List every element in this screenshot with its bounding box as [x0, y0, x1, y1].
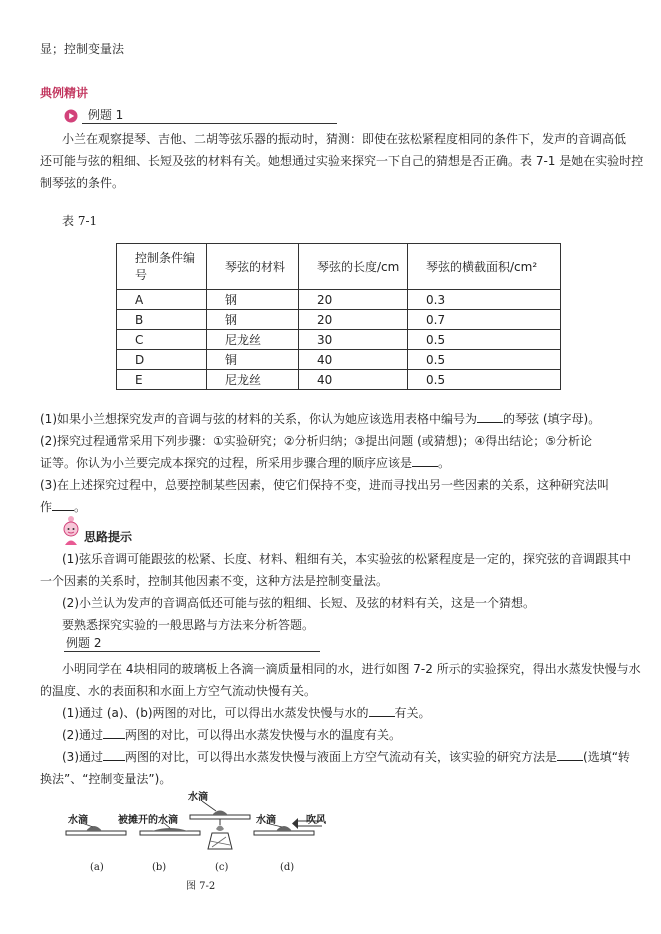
thinking-girl-icon	[62, 514, 80, 546]
table-cell: 钢	[207, 310, 299, 330]
hint-line3: (2)小兰认为发声的音调高低还可能与弦的粗细、长短、及弦的材料有关，这是一个猜想。	[62, 596, 536, 610]
table-cell: 0.3	[408, 290, 561, 310]
example1-question3-line1: (3)在上述探究过程中，总要控制某些因素，使它们保持不变，进而寻找出另一些因素的关系，这种研究法叫	[40, 478, 610, 492]
example1-question2-line2: 证等。你认为小兰要完成本探究的过程，所采用步骤合理的顺序应该是 。	[40, 456, 451, 470]
table-cell: B	[117, 310, 207, 330]
answer-blank[interactable]	[103, 726, 125, 739]
hint-line2: 一个因素的关系时，控制其他因素不变，这种方法是控制变量法。	[40, 574, 389, 588]
table-row	[117, 310, 561, 330]
answer-blank[interactable]	[412, 454, 438, 467]
answer-blank[interactable]	[477, 410, 503, 423]
example1-heading	[64, 106, 123, 124]
hint-line4: 要熟悉探究实验的一般思路与方法来分析答题。	[62, 618, 315, 632]
example1-question2-line1: (2)探究过程通常采用下列步骤：①实验研究；②分析归纳；③提出问题 (或猜想)；④得出结论；⑤分析论	[40, 434, 592, 448]
table-caption: 表 7-1	[62, 214, 98, 228]
answer-blank[interactable]	[52, 498, 74, 511]
section-heading-examples: 典例精讲	[40, 86, 89, 100]
answer-blank[interactable]	[369, 704, 395, 717]
table-cell: 铜	[207, 350, 299, 370]
answer-blank[interactable]	[557, 748, 583, 761]
table-cell: 0.5	[408, 330, 561, 350]
hint-title: 思路提示	[84, 530, 133, 544]
example1-paragraph-line1: 小兰在观察提琴、吉他、二胡等弦乐器的振动时，猜测：即使在弦松紧程度相同的条件下，发声的音调高低	[62, 132, 627, 146]
example2-paragraph-line2: 的温度、水的表面积和水面上方空气流动快慢有关。	[40, 684, 317, 698]
table-cell: 0.5	[408, 350, 561, 370]
example1-paragraph-line3: 制琴弦的条件。	[40, 176, 125, 190]
table-row	[117, 290, 561, 310]
example1-paragraph-line2: 还可能与弦的粗细、长短及弦的材料有关。她想通过实验来探究一下自己的猜想是否正确。表 7-1 是她在实验时控	[40, 154, 644, 168]
figure-sublabel-a: (a)	[90, 862, 104, 873]
control-conditions-table	[116, 243, 561, 390]
example2-paragraph-line1: 小明同学在 4块相同的玻璃板上各滴一滴质量相同的水，进行如图 7-2 所示的实验探究，得出水蒸发快慢与水	[62, 662, 641, 676]
answer-blank[interactable]	[103, 748, 125, 761]
table-cell: C	[117, 330, 207, 350]
table-cell: 20	[299, 290, 408, 310]
figure-sublabel-d: (d)	[280, 862, 295, 873]
table-row	[117, 370, 561, 390]
figure-label-c-drop: 水滴	[188, 792, 208, 803]
example2-label: 例题 2	[66, 636, 102, 650]
table-cell: E	[117, 370, 207, 390]
table-cell: 尼龙丝	[207, 370, 299, 390]
figure-label-a-drop: 水滴	[68, 815, 88, 826]
figure-sublabel-b: (b)	[152, 862, 167, 873]
example1-question1: (1)如果小兰想探究发声的音调与弦的材料的关系，你认为她应该选用表格中编号为 的琴弦 (填字母)。	[40, 412, 601, 426]
example1-label: 例题 1	[87, 108, 124, 122]
table-cell: 0.5	[408, 370, 561, 390]
evaporation-figure	[60, 785, 360, 885]
table-header-row	[117, 244, 561, 290]
figure-label-d-drop: 水滴	[256, 815, 276, 826]
table-header-cell: 琴弦的长度/cm	[299, 244, 408, 290]
example2-question2: (2)通过 两图的对比，可以得出水蒸发快慢与水的温度有关。	[62, 728, 402, 742]
table-header-cell: 琴弦的材料	[207, 244, 299, 290]
figure-label-wind: 吹风	[306, 815, 326, 826]
top-line: 显；控制变量法	[40, 42, 125, 56]
example2-underline	[64, 651, 320, 652]
figure-caption: 图 7-2	[186, 881, 216, 892]
figure-sublabel-c: (c)	[215, 862, 229, 873]
table-cell: 钢	[207, 290, 299, 310]
table-cell: 30	[299, 330, 408, 350]
table-cell: 20	[299, 310, 408, 330]
table-header-cell: 琴弦的横截面积/cm²	[408, 244, 561, 290]
table-cell: 尼龙丝	[207, 330, 299, 350]
table-cell: 40	[299, 370, 408, 390]
figure-drawing	[60, 785, 360, 885]
table-header-cell: 控制条件编 号	[117, 244, 207, 290]
play-circle-icon	[64, 109, 78, 123]
example1-question3-line2: 作 。	[40, 500, 87, 514]
hint-line1: (1)弦乐音调可能跟弦的松紧、长度、材料、粗细有关，本实验弦的松紧程度是一定的，探究弦的音调跟其中	[62, 552, 632, 566]
example2-question3-line1: (3)通过 两图的对比，可以得出水蒸发快慢与液面上方空气流动有关，该实验的研究方法是 (选填“转	[62, 750, 630, 764]
table-row	[117, 350, 561, 370]
example1-underline	[82, 123, 337, 124]
table-cell: 40	[299, 350, 408, 370]
table-row	[117, 330, 561, 350]
figure-label-b-drop: 被摊开的水滴	[118, 815, 178, 826]
example2-question3-line2: 换法”、“控制变量法”)。	[40, 772, 172, 786]
table-cell: A	[117, 290, 207, 310]
example2-question1: (1)通过 (a)、(b)两图的对比，可以得出水蒸发快慢与水的 有关。	[62, 706, 431, 720]
table-cell: 0.7	[408, 310, 561, 330]
table-cell: D	[117, 350, 207, 370]
